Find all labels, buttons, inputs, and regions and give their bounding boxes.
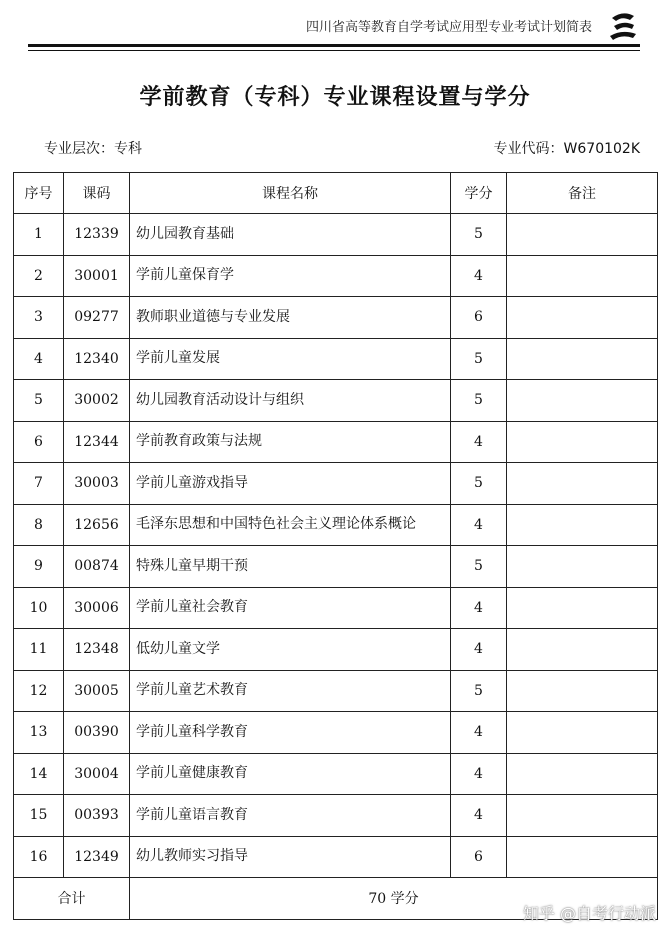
cell-no: 14 [14, 753, 64, 795]
cell-remark [507, 795, 658, 837]
cell-no: 15 [14, 795, 64, 837]
major-code: 专业代码：W670102K [493, 141, 640, 157]
table-row [14, 255, 658, 297]
cell-remark [507, 587, 658, 629]
cell-course-name: 学前儿童健康教育 [130, 753, 451, 795]
cell-credit: 5 [451, 380, 507, 422]
cell-no: 11 [14, 629, 64, 671]
cell-credit: 4 [451, 504, 507, 546]
cell-course-name: 幼儿园教育活动设计与组织 [130, 380, 451, 422]
cell-code: 12349 [64, 836, 130, 878]
cell-code: 00874 [64, 546, 130, 588]
table-row [14, 629, 658, 671]
cell-remark [507, 712, 658, 754]
header-code: 课码 [64, 173, 130, 214]
cell-credit: 5 [451, 463, 507, 505]
cell-code: 30002 [64, 380, 130, 422]
cell-remark [507, 338, 658, 380]
table-body [14, 214, 658, 878]
cell-code: 12344 [64, 421, 130, 463]
cell-remark [507, 546, 658, 588]
table-row [14, 753, 658, 795]
major-level: 专业层次：专科 [44, 141, 142, 157]
cell-course-name: 学前儿童发展 [130, 338, 451, 380]
cell-course-name: 学前儿童社会教育 [130, 587, 451, 629]
table-row [14, 380, 658, 422]
header-rule-thick [28, 44, 640, 47]
cell-remark [507, 380, 658, 422]
cell-course-name: 低幼儿童文学 [130, 629, 451, 671]
table-row [14, 587, 658, 629]
cell-code: 00393 [64, 795, 130, 837]
table-row [14, 463, 658, 505]
cell-course-name: 学前儿童游戏指导 [130, 463, 451, 505]
cell-course-name: 学前儿童科学教育 [130, 712, 451, 754]
document-title: 学前教育（专科）专业课程设置与学分 [139, 85, 531, 110]
cell-remark [507, 670, 658, 712]
cell-no: 6 [14, 421, 64, 463]
cell-code: 00390 [64, 712, 130, 754]
cell-no: 7 [14, 463, 64, 505]
cell-credit: 4 [451, 421, 507, 463]
cell-credit: 4 [451, 629, 507, 671]
cell-no: 10 [14, 587, 64, 629]
cell-no: 4 [14, 338, 64, 380]
cell-credit: 5 [451, 670, 507, 712]
total-label: 合计 [14, 878, 130, 920]
header-name: 课程名称 [130, 173, 451, 214]
cell-course-name: 学前儿童艺术教育 [130, 670, 451, 712]
course-table [13, 172, 658, 920]
header-remark: 备注 [507, 173, 658, 214]
table-row [14, 670, 658, 712]
table-row [14, 421, 658, 463]
cell-credit: 5 [451, 338, 507, 380]
table-row [14, 214, 658, 256]
cell-course-name: 学前儿童保育学 [130, 255, 451, 297]
cell-code: 30003 [64, 463, 130, 505]
cell-credit: 5 [451, 214, 507, 256]
table-row [14, 338, 658, 380]
cell-code: 30001 [64, 255, 130, 297]
table-row [14, 504, 658, 546]
cell-course-name: 特殊儿童早期干预 [130, 546, 451, 588]
cell-credit: 4 [451, 795, 507, 837]
cell-remark [507, 421, 658, 463]
cell-course-name: 学前儿童语言教育 [130, 795, 451, 837]
cell-no: 1 [14, 214, 64, 256]
table-row [14, 297, 658, 339]
cell-remark [507, 504, 658, 546]
cell-course-name: 毛泽东思想和中国特色社会主义理论体系概论 [130, 504, 451, 546]
page-header [28, 8, 640, 44]
table-row [14, 836, 658, 878]
cell-course-name: 学前教育政策与法规 [130, 421, 451, 463]
cell-credit: 4 [451, 753, 507, 795]
cell-remark [507, 836, 658, 878]
cell-no: 13 [14, 712, 64, 754]
cell-remark [507, 255, 658, 297]
cell-code: 12348 [64, 629, 130, 671]
cell-code: 30006 [64, 587, 130, 629]
cell-remark [507, 214, 658, 256]
cell-code: 30004 [64, 753, 130, 795]
cell-code: 09277 [64, 297, 130, 339]
cell-no: 3 [14, 297, 64, 339]
cell-code: 12656 [64, 504, 130, 546]
cell-credit: 4 [451, 712, 507, 754]
cell-credit: 6 [451, 836, 507, 878]
table-row [14, 795, 658, 837]
cell-course-name: 教师职业道德与专业发展 [130, 297, 451, 339]
header-no: 序号 [14, 173, 64, 214]
cell-course-name: 幼儿园教育基础 [130, 214, 451, 256]
header-credit: 学分 [451, 173, 507, 214]
cell-code: 12339 [64, 214, 130, 256]
cell-course-name: 幼儿教师实习指导 [130, 836, 451, 878]
cell-credit: 6 [451, 297, 507, 339]
cell-no: 5 [14, 380, 64, 422]
cell-no: 8 [14, 504, 64, 546]
cell-credit: 4 [451, 587, 507, 629]
cell-code: 30005 [64, 670, 130, 712]
table-row [14, 712, 658, 754]
cell-no: 9 [14, 546, 64, 588]
watermark: 知乎 @自考行动派 [522, 904, 656, 923]
cell-remark [507, 463, 658, 505]
cell-no: 16 [14, 836, 64, 878]
header-rule-thin [28, 50, 640, 51]
table-row [14, 546, 658, 588]
cell-credit: 5 [451, 546, 507, 588]
cell-remark [507, 629, 658, 671]
cell-no: 2 [14, 255, 64, 297]
cell-remark [507, 753, 658, 795]
cell-remark [507, 297, 658, 339]
header-title: 四川省高等教育自学考试应用型专业考试计划简表 [305, 20, 592, 35]
total-credits: 70 学分 [130, 878, 658, 920]
cell-code: 12340 [64, 338, 130, 380]
table-header-row [14, 173, 658, 214]
cell-credit: 4 [451, 255, 507, 297]
cell-no: 12 [14, 670, 64, 712]
sichuan-exam-logo-icon [606, 8, 640, 42]
